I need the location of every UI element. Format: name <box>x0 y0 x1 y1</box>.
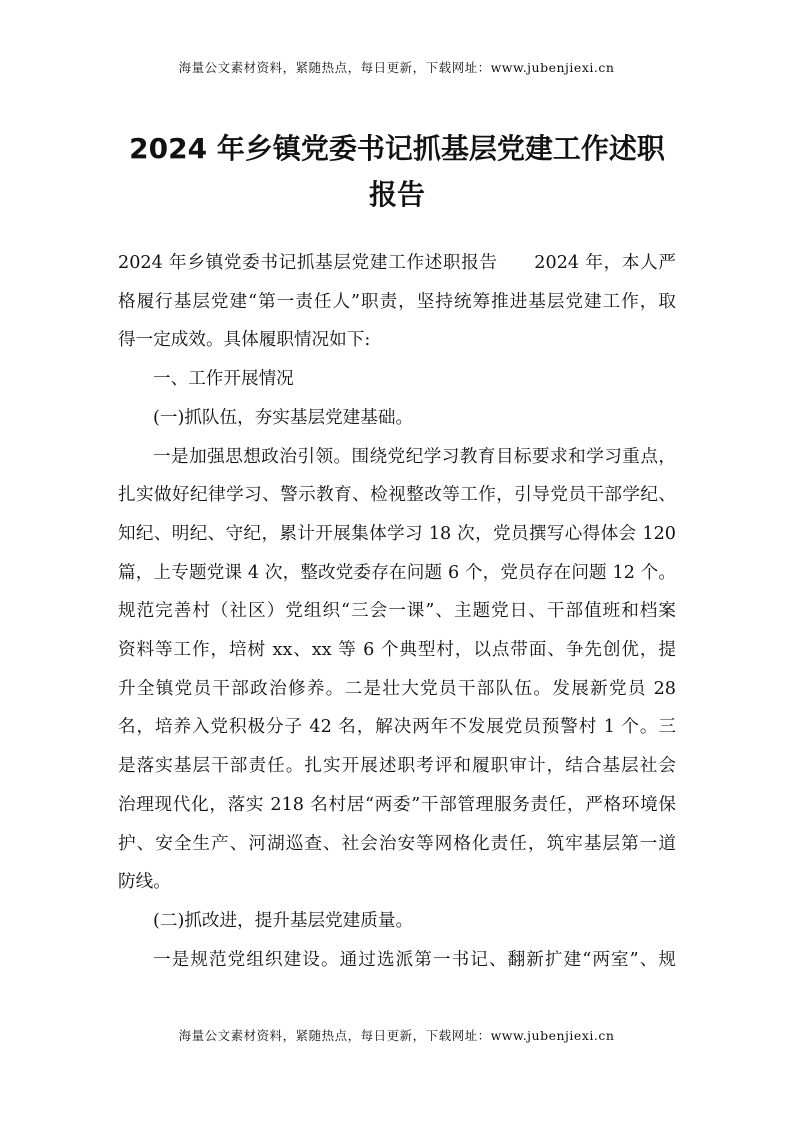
body-line: (一)抓队伍，夯实基层党建基础。 <box>153 407 414 428</box>
body-line: 一是规范党组织建设。通过选派第一书记、翻新扩建“两室”、规 <box>153 949 676 970</box>
body-line: 规范完善村（社区）党组织“三会一课”、主题党日、干部值班和档案 <box>118 601 676 622</box>
title-line-2: 报告 <box>368 178 425 211</box>
document-body <box>118 244 676 979</box>
body-line: 治理现代化，落实 218 名村居“两委”干部管理服务责任，严格环境保 <box>118 794 676 815</box>
body-line: 防线。 <box>118 872 171 893</box>
body-line: 格履行基层党建“第一责任人”职责，坚持统筹推进基层党建工作，取 <box>118 291 676 312</box>
body-line: 一、工作开展情况 <box>153 369 294 390</box>
body-line: 是落实基层干部责任。扎实开展述职考评和履职审计，结合基层社会 <box>118 756 676 777</box>
body-line: 资料等工作，培树 xx、xx 等 6 个典型村，以点带面、争先创优，提 <box>118 640 676 661</box>
body-line: (二)抓改进，提升基层党建质量。 <box>153 910 414 931</box>
body-line: 升全镇党员干部政治修养。二是壮大党员干部队伍。发展新党员 28 <box>118 678 676 699</box>
body-line: 得一定成效。具体履职情况如下: <box>118 330 371 351</box>
body-line: 护、安全生产、河湖巡查、社会治安等网格化责任，筑牢基层第一道 <box>118 833 676 854</box>
title-line-1: 2024 年乡镇党委书记抓基层党建工作述职 <box>129 132 665 165</box>
body-line: 2024 年乡镇党委书记抓基层党建工作述职报告 2024 年，本人严 <box>118 253 676 273</box>
document-title <box>117 126 677 218</box>
body-line: 一是加强思想政治引领。围绕党纪学习教育目标要求和学习重点， <box>153 446 676 467</box>
body-line: 名，培养入党积极分子 42 名，解决两年不发展党员预警村 1 个。三 <box>118 717 676 738</box>
body-line: 篇，上专题党课 4 次，整改党委存在问题 6 个，党员存在问题 12 个。 <box>118 562 676 583</box>
header-banner: 海量公文素材资料，紧随热点，每日更新，下载网址：www.jubenjiexi.cn <box>178 60 615 75</box>
body-line: 扎实做好纪律学习、警示教育、检视整改等工作，引导党员干部学纪、 <box>118 485 676 506</box>
body-line: 知纪、明纪、守纪，累计开展集体学习 18 次，党员撰写心得体会 120 <box>118 523 676 544</box>
footer-banner: 海量公文素材资料，紧随热点，每日更新，下载网址：www.jubenjiexi.cn <box>178 1028 615 1043</box>
